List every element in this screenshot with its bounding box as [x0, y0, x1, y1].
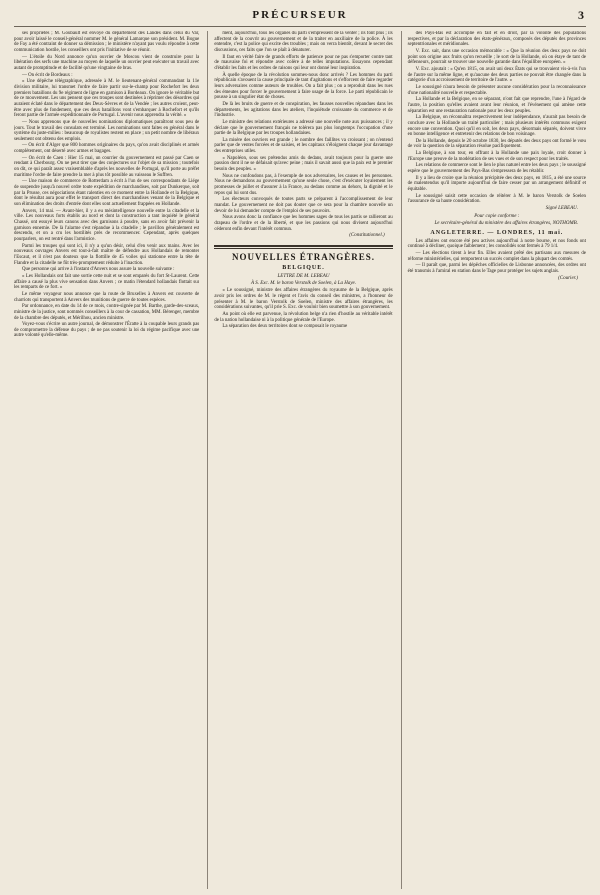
paragraph: Le même voyageur nous annonce que la route de Bruxelles à Anvers est couverte de charriots qui transportent à Anvers des munitions de guerre de toutes espèces.: [14, 291, 200, 303]
paragraph: Les affaires ont encore été peu actives aujourd'hui à notre bourse, et nos fonds ont continué à décliner, quoique faiblement ; les consolidés sont fermés à 79 1/4.: [407, 238, 586, 250]
paragraph: — Une maison de commerce de Rotterdam a écrit à l'un de ses correspondants de Liége de suspendre jusqu'à nouvel ordre toute expédition de marchandises, soit par Dunkerque, soit par la Prusse, ces négociations étant ralenties en ce moment entre la Hollande et la Belgique, dont le résultat aura pour effet le transport direct des marchandises venant de la Belgique et son élimination des droits d'entrée dont elles sont actuellement frappées en Hollande.: [14, 179, 200, 208]
paragraph: Au point où elle est parvenue, la révolution belge n'a rien d'hostile au véritable intérêt de la nation hollandaise ni à la politique générale de l'Europe.: [214, 311, 393, 323]
masthead: [14, 6, 586, 27]
paragraph: Le soussigné saisit cette occasion de réitérer à M. le baron Verstolk de Soelen l'assurance de sa haute considération.: [407, 193, 586, 205]
page-number: 3: [578, 8, 584, 22]
paragraph: Que personne qui arrive à l'instant d'Anvers nous assure la nouvelle suivante :: [22, 267, 175, 273]
columns: [14, 31, 586, 889]
paragraph: La Belgique, à son tour, en offrant à la Hollande une paix loyale, croit donner à l'Europe une preuve de la modération de ses vues et de son respect pour les traités.: [407, 151, 586, 162]
newspaper-title: PRÉCURSEUR: [252, 9, 348, 21]
paragraph: Par ordonnance, en date du 14 de ce mois, contre-signée par M. Barthe, garde-des-sceaux, ministre de la justice, sont nommés conseillers à la cour de cassation, MM. Bérenger, membre de la chambre des députés, et Mérilhou, ancien ministre.: [14, 304, 200, 321]
country-heading-belgium: BELGIQUE.: [282, 265, 325, 272]
column-3-body: [408, 31, 586, 205]
paragraph: Il y a lieu de croire que la réunion précipitée des deux pays, en 1815, a été une source de malentendus qu'il importe aujourd'hui de faire cesser par un arrangement définitif et équitable.: [407, 175, 586, 193]
paragraph: Le ministre des relations extérieures a adressé une nouvelle note aux puissances ; il y déclare que le gouvernement français ne tolérera pas plus longtemps l'occupation d'une partie de la Belgique par les troupes hollandaises.: [214, 119, 393, 137]
paragraph: Nous avons donc la confiance que les hommes sages de tous les partis se rallieront au drapeau de l'ordre et de la liberté, et que les passions qui nous divisent aujourd'hui céderont enfin devant l'intérêt commun.: [214, 215, 393, 232]
paragraph: « Les Hollandais ont fait une sortie cette nuit et se sont emparés du fort St-Laurent. Cette affaire a causé la plus vive sensation dans Anvers ; ce matin l'étendard hollandais flottait sur les remparts de ce fort. »: [14, 273, 200, 291]
paragraph: Parmi les troupes qui sont ici, il n'y a qu'un désir, celui d'en venir aux mains. Avec les nouveaux ouvrages Anvers est tout-à-fait maître de défendre aux Hollandais de remonter l'Escaut, et il n'est pas douteux que la flottille de 45 voiles qui stationne entre la tête de Flandre et la citadelle ne fût très-promptement réduite à l'inaction.: [14, 243, 200, 266]
paragraph: « Napoléon, sous ses prétendus amis du dedans, avait toujours pour la guerre une passion dont il ne se défaisait qu'avec peine ; mais il savait aussi que la paix est le premier besoin des peuples. »: [214, 155, 393, 173]
paragraph: Anvers, 14 mai. — Avant-hier, il y a eu mésintelligence nouvelle entre la citadelle et la ville. Les nouveaux forts établis au nord et dont la construction a tant inquiété le général Chassé, ont essuyé leurs canons avec des garnisons à poudre, sans en avoir fait prévenir la garnison ennemie. De là l'alarme s'est répandue à la citadelle ; le pavillon généralement est descendu, et on a cru les hostilités près de recommencer. Cependant, après quelques pourparlers, on est rentré dans l'armistice.: [14, 208, 200, 242]
paragraph: Il faut en vérité faire de grands efforts de patience pour ne pas s'emporter contre tant de mauvaise foi et répondre avec colère à de telles imputations. Essayons cependant d'établir les faits et les ordres de raisons qui leur ont donné leur inspiration.: [214, 54, 393, 71]
paragraph: — Il paraît que, parmi les dépêches officielles de Lisbonne annoncées, des ordres ont été transmis à l'amiral en station dans le Tage pour protéger les sujets anglais.: [407, 263, 586, 274]
certified-copy: Pour copie conforme :: [474, 214, 520, 220]
paragraph: — L'étoile du Nord annonce qu'un ouvrier de Moscou vient de construire pour la libération des serfs une machine au moyen de laquelle un ouvrier peut exécuter un travail avec autant de promptitude et de facilité qu'une vingtaine de bras.: [14, 54, 200, 71]
paragraph: À quelle époque de la révolution sommes-nous donc arrivés ? Les hommes du parti républicain s'avouent la cause principale de tant d'agitations et s'efforcent de faire regarder leurs adversaires comme auteurs de troubles. On a fait plus ; on a reproduit dans les rues des émeutes pour forcer le gouvernement à faire usage de la force. Le parti républicain le pousse à un singulier état de choses.: [214, 72, 393, 101]
foreign-news-heading: NOUVELLES ÉTRANGÈRES.: [231, 252, 376, 263]
section-divider: [214, 245, 392, 249]
england-news-body: [408, 239, 586, 275]
england-signature: (Courier.): [558, 275, 578, 281]
letter-dateline: LETTRE DE M. LEBEAU: [277, 274, 330, 280]
paragraph: « Une dépêche télégraphique, adressée à M. le lieutenant-général commandant la 11e division militaire, lui transmet l'ordre de faire partir sur-le-champ pour Rochefort les deux premiers bataillons du 9e régiment de ligne en garnison à Bordeaux. On ignore le véritable but de ce mouvement. Les uns pensent que ces troupes sont destinées à réprimer des désordres qui auraient éclaté dans le département des Deux-Sèvres et de la Vendée ; les autres croient, peut-être avec plus de fondement, que ces deux bataillons vont s'embarquer à Rochefort et qu'ils feront partie de l'armée expéditionnaire de Portugal. L'avenir nous apprendra la vérité. »: [14, 79, 200, 119]
paragraph: « Le soussigné, ministre des affaires étrangères du royaume de la Belgique, après avoir pris les ordres de M. le régent et l'avis du conseil des ministres, a l'honneur de présenter à M. le baron Verstolk de Soelen, ministre des affaires étrangères, les considérations suivantes, qu'il prie S. Exc. de vouloir bien soumettre à son gouvernement.: [214, 288, 393, 311]
paragraph: Le soussigné n'aura besoin de présenter aucune considération pour la reconnaissance d'une nationalité nouvelle et respectable.: [407, 84, 586, 96]
paragraph: De là les bruits de guerre et de conspiration, les fausses nouvelles répandues dans les départements, les agitations dans les ateliers, l'inquiétude croissante du commerce et de l'industrie.: [214, 101, 393, 119]
column-2: [207, 31, 392, 889]
column-3: [401, 31, 586, 889]
england-heading: ANGLETERRE. — LONDRES, 11 mai.: [430, 230, 564, 237]
paragraph: — On écrit d'Alger que 800 hommes originaires du pays, qu'on avait disciplinés et armés complètement, ont déserté avec armes et bagages.: [14, 143, 200, 155]
column-2-signature: (Constitutionnel.): [349, 233, 385, 239]
column-1: [14, 31, 199, 889]
paragraph: — Les élections tirent à leur fin. Elles avaient prêté des partisans aux mesures de réforme ministérielles, qui remportent un succès complet dans la plupart des comtés.: [407, 251, 586, 262]
paragraph: — On écrit de Caen : Hier 15 mai, un courrier du gouvernement est passé par Caen se rendant à Cherbourg. On ne peut tirer que des conjectures sur l'objet de sa mission ; toutefois on dit, ce qui paraît assez vraisemblable d'après les nouvelles de Portugal, qu'il porte au préfet maritime l'ordre de faire prendre la mer à plus tôt possible au vaisseau le Suffren.: [14, 155, 200, 178]
signature-lebeau: Signé LEBEAU.: [545, 206, 578, 212]
paragraph: Les électeurs convoqués de toutes parts se préparent à l'accomplissement de leur mandat. Le gouvernement ne doit pas douter que ce sera pour la chambre nouvelle un devoir de lui demander compte de l'emploi de ses pouvoirs.: [214, 197, 393, 214]
paragraph: La Belgique, on réconnaîtra respectivement leur indépendance, n'aurait pas besoin de conclure avec la Hollande un traité particulier ; mais plusieurs intérêts communs exigent encore une convention. Quoi qu'il en soit, les deux pays, désormais séparés, doivent vivre en bonne intelligence et entretenir des relations de bon voisinage.: [407, 115, 586, 138]
paragraph: V. Exc. ajoutait : « Qu'en 1815, on avait uni deux États qui se trouvaient vis-à-vis l'un de l'autre sur la même ligne, et qu'aucune des deux parties ne pouvait être changée dans la catégorie d'un accroissement de territoire de l'autre. »: [407, 66, 586, 84]
paragraph: Voyez-vous s'écrire un autre journal, de démonstrer l'Ératte à la coupable leurs grands pas de compromettre la défense du pays ; de ne pas soutenir la loi du régime pacifique avec une autre volonté qu'elle-même.: [14, 322, 200, 339]
paragraph: — Nous apprenons que de nouvelles nominations diplomatiques paraîtront sous peu de jours. Tout le travail des consulats est terminé. Les nominations sont faites en général dans le système du juste-milieu : beaucoup de royalistes restent en place ; un petit nombre de libéraux seulement ont obtenu des emplois.: [14, 119, 200, 142]
paragraph: des Pays-Bas est accomplie en fait et en droit, par la volonté des populations respectives, et par la déclaration des états-généraux, composés des députés des provinces septentrionales et méridionales.: [407, 31, 586, 48]
signature-secretary: Le secrétaire-général du ministère des affaires étrangères, NOTHOMB.: [434, 221, 578, 227]
letter-address: À S. Exc. M. le baron Verstolk de Soelen, à La Haye.: [250, 281, 357, 287]
paragraph: Nous ne confondons pas, à l'exemple de nos adversaires, les causes et les personnes. Nous ne demandons au gouvernement qu'une seule chose, c'est d'exécuter loyalement les promesses de juillet et d'assurer à la France, au dedans comme au dehors, la dignité et le repos qui lui sont dus.: [214, 173, 393, 196]
paragraph: V. Exc. sait, dans une occasion mémorable : « Que la réunion des deux pays ne doit point son origine aux fruits qu'on recueille ; le sort de la Hollande, où on étaye de tant de défenseurs, pourrait se trouver une nouvelle garantie dans l'équilibre européen. »: [407, 48, 586, 66]
foreign-news-body: [214, 288, 392, 330]
paragraph: La séparation des deux territoires dont se composait le royaume: [222, 324, 348, 330]
column-2-body: [214, 31, 392, 232]
paragraph: ment, aujourd'hui, tous les organes du parti s'empressent de la venter ; ils font plus ; ils affectent de la couvrir au gouvernement et de la traiter en auxiliaire de la police. À les entendre, c'est la police qui excite des troubles ; mais on verra bientôt, devant le secret des discussions, ces faits que l'on se plaît à dénaturer.: [214, 31, 393, 53]
paragraph: — On écrit de Bordeaux :: [22, 72, 73, 78]
paragraph: Les relations de commerce sont le lien le plus naturel entre les deux pays ; le soussigné espère que le gouvernement des Pays-Bas s'empressera de les rétablir.: [407, 163, 586, 175]
paragraph: La Hollande et la Belgique, en se séparant, n'ont fait que reprendre, l'une à l'égard de l'autre, la position qu'elles avaient avant leur réunion, et l'événement qui amène cette séparation est une restauration nationale pour les deux peuples.: [407, 97, 586, 114]
paragraph: ses propriétés ; M. Goubault est envoyé du département des Landes dans celui du Var, pour avoir laissé le conseil-général nommer M. le général Lamarque son président. M. Bogue de Fay a été contraint de donner sa démission ; le ministère n'ayant pas voulu répondre à cette communication hostile, les conseillers ont pris l'initiative de se réunir.: [14, 31, 200, 53]
paragraph: De la Hollande, depuis le 20 octobre 1830, les députés des deux pays ont formé le vœu de voir la question de la séparation résolue pacifiquement.: [407, 138, 586, 150]
paragraph: La misère des ouvriers est grande ; le nombre des faillites va croissant ; on n'entend parler que de ventes forcées et de saisies, et les capitaux s'éloignent chaque jour davantage des entreprises utiles.: [214, 137, 393, 155]
